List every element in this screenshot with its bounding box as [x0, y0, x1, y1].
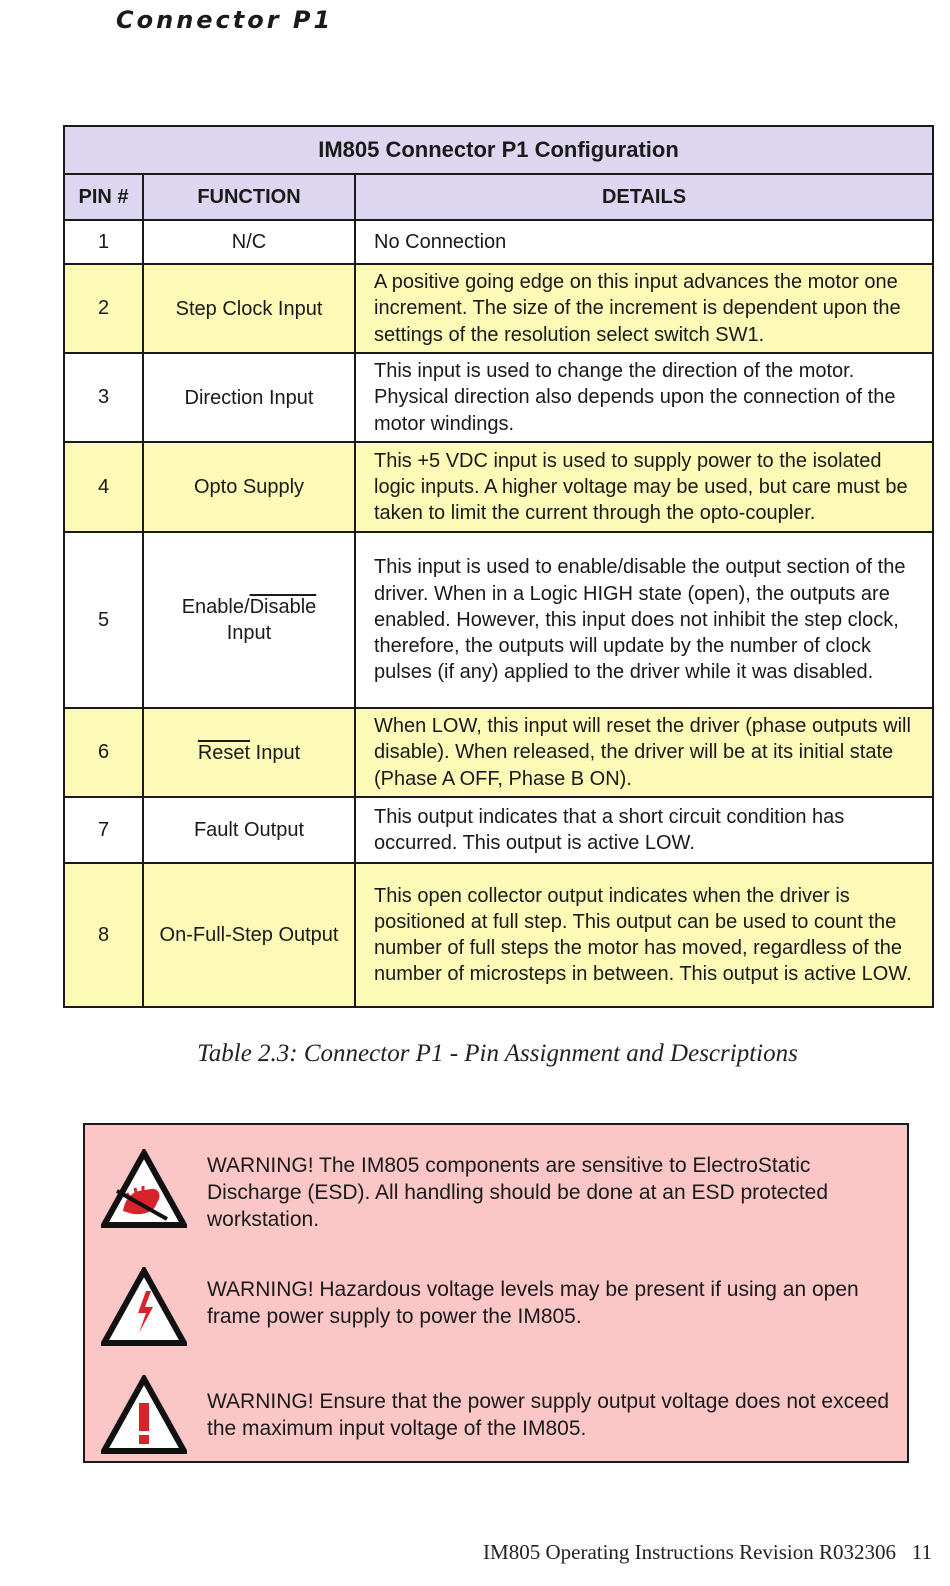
pin-function: Step Clock Input: [143, 264, 355, 353]
page-number: 11: [911, 1540, 932, 1564]
pin-configuration-table: [63, 125, 934, 1008]
column-header-details: DETAILS: [355, 174, 933, 220]
pin-details: A positive going edge on this input advances the motor one increment. The size of the increment is dependent upon the settings of the resolution select switch SW1.: [355, 264, 933, 353]
pin-number: 2: [64, 264, 143, 353]
pin-function: On-Full-Step Output: [143, 863, 355, 1007]
warning-text: WARNING! Hazardous voltage levels may be present if using an open frame power supply to power the IM805.: [207, 1278, 859, 1328]
warning-box: [83, 1123, 909, 1463]
table-row: [64, 708, 933, 797]
pin-function: N/C: [143, 220, 355, 264]
warning-text: WARNING! The IM805 components are sensitive to ElectroStatic Discharge (ESD). All handling should be done at an ESD protected workstation.: [207, 1154, 829, 1231]
pin-details: This output indicates that a short circuit condition has occurred. This output is active LOW.: [355, 797, 933, 863]
esd-warning-icon: [101, 1149, 187, 1229]
function-prefix: Enable/: [181, 596, 250, 618]
table-row: [64, 220, 933, 264]
pin-function: [143, 708, 355, 797]
table-row: [64, 863, 933, 1007]
function-suffix: Input: [226, 622, 272, 644]
pin-function: Opto Supply: [143, 442, 355, 532]
function-overline-text: Reset: [197, 741, 251, 764]
pin-number: 3: [64, 353, 143, 442]
pin-number: 1: [64, 220, 143, 264]
table-row: [64, 797, 933, 863]
pin-details: When LOW, this input will reset the driver (phase outputs will disable). When released, the driver will be at its initial state (Phase A OFF, Phase B ON).: [355, 708, 933, 797]
pin-number: 8: [64, 863, 143, 1007]
table-caption: Table 2.3: Connector P1 - Pin Assignment and Descriptions: [197, 1040, 798, 1067]
pin-details: No Connection: [355, 220, 933, 264]
pin-number: 4: [64, 442, 143, 532]
table-row: [64, 264, 933, 353]
pin-details: This input is used to enable/disable the output section of the driver. When in a Logic HIGH state (open), the outputs are enabled. However, this input does not inhibit the step clock, therefore, the outputs will update by the number of clock pulses (if any) applied to the driver while it was disabled.: [355, 532, 933, 708]
warning-text: WARNING! Ensure that the power supply output voltage does not exceed the maximum input voltage of the IM805.: [207, 1390, 890, 1440]
column-header-function: FUNCTION: [143, 174, 355, 220]
function-suffix: Input: [255, 741, 301, 764]
pin-function: [143, 532, 355, 708]
table-header-row: [64, 174, 933, 220]
pin-details: This +5 VDC input is used to supply power to the isolated logic inputs. A higher voltage may be used, but care must be taken to limit the current through the opto-coupler.: [355, 442, 933, 532]
pin-function: Direction Input: [143, 353, 355, 442]
pin-details: This open collector output indicates when the driver is positioned at full step. This output can be used to count the number of full steps the motor has moved, regardless of the number of microsteps in between. This output is active LOW.: [355, 863, 933, 1007]
pin-number: 7: [64, 797, 143, 863]
pin-number: 5: [64, 532, 143, 708]
function-overline-text: Disable: [249, 596, 317, 618]
pin-function: Fault Output: [143, 797, 355, 863]
table-title: IM805 Connector P1 Configuration: [64, 126, 933, 174]
section-title: Connector P1: [116, 6, 334, 34]
page-footer: [483, 1540, 932, 1565]
high-voltage-icon: [101, 1267, 187, 1347]
pin-details: This input is used to change the direction of the motor. Physical direction also depends upon the connection of the motor windings.: [355, 353, 933, 442]
table-row: [64, 353, 933, 442]
table-row: [64, 442, 933, 532]
pin-number: 6: [64, 708, 143, 797]
exclamation-warning-icon: [101, 1375, 187, 1455]
column-header-pin: PIN #: [64, 174, 143, 220]
table-row: [64, 532, 933, 708]
footer-text: IM805 Operating Instructions Revision R032306: [483, 1540, 897, 1564]
